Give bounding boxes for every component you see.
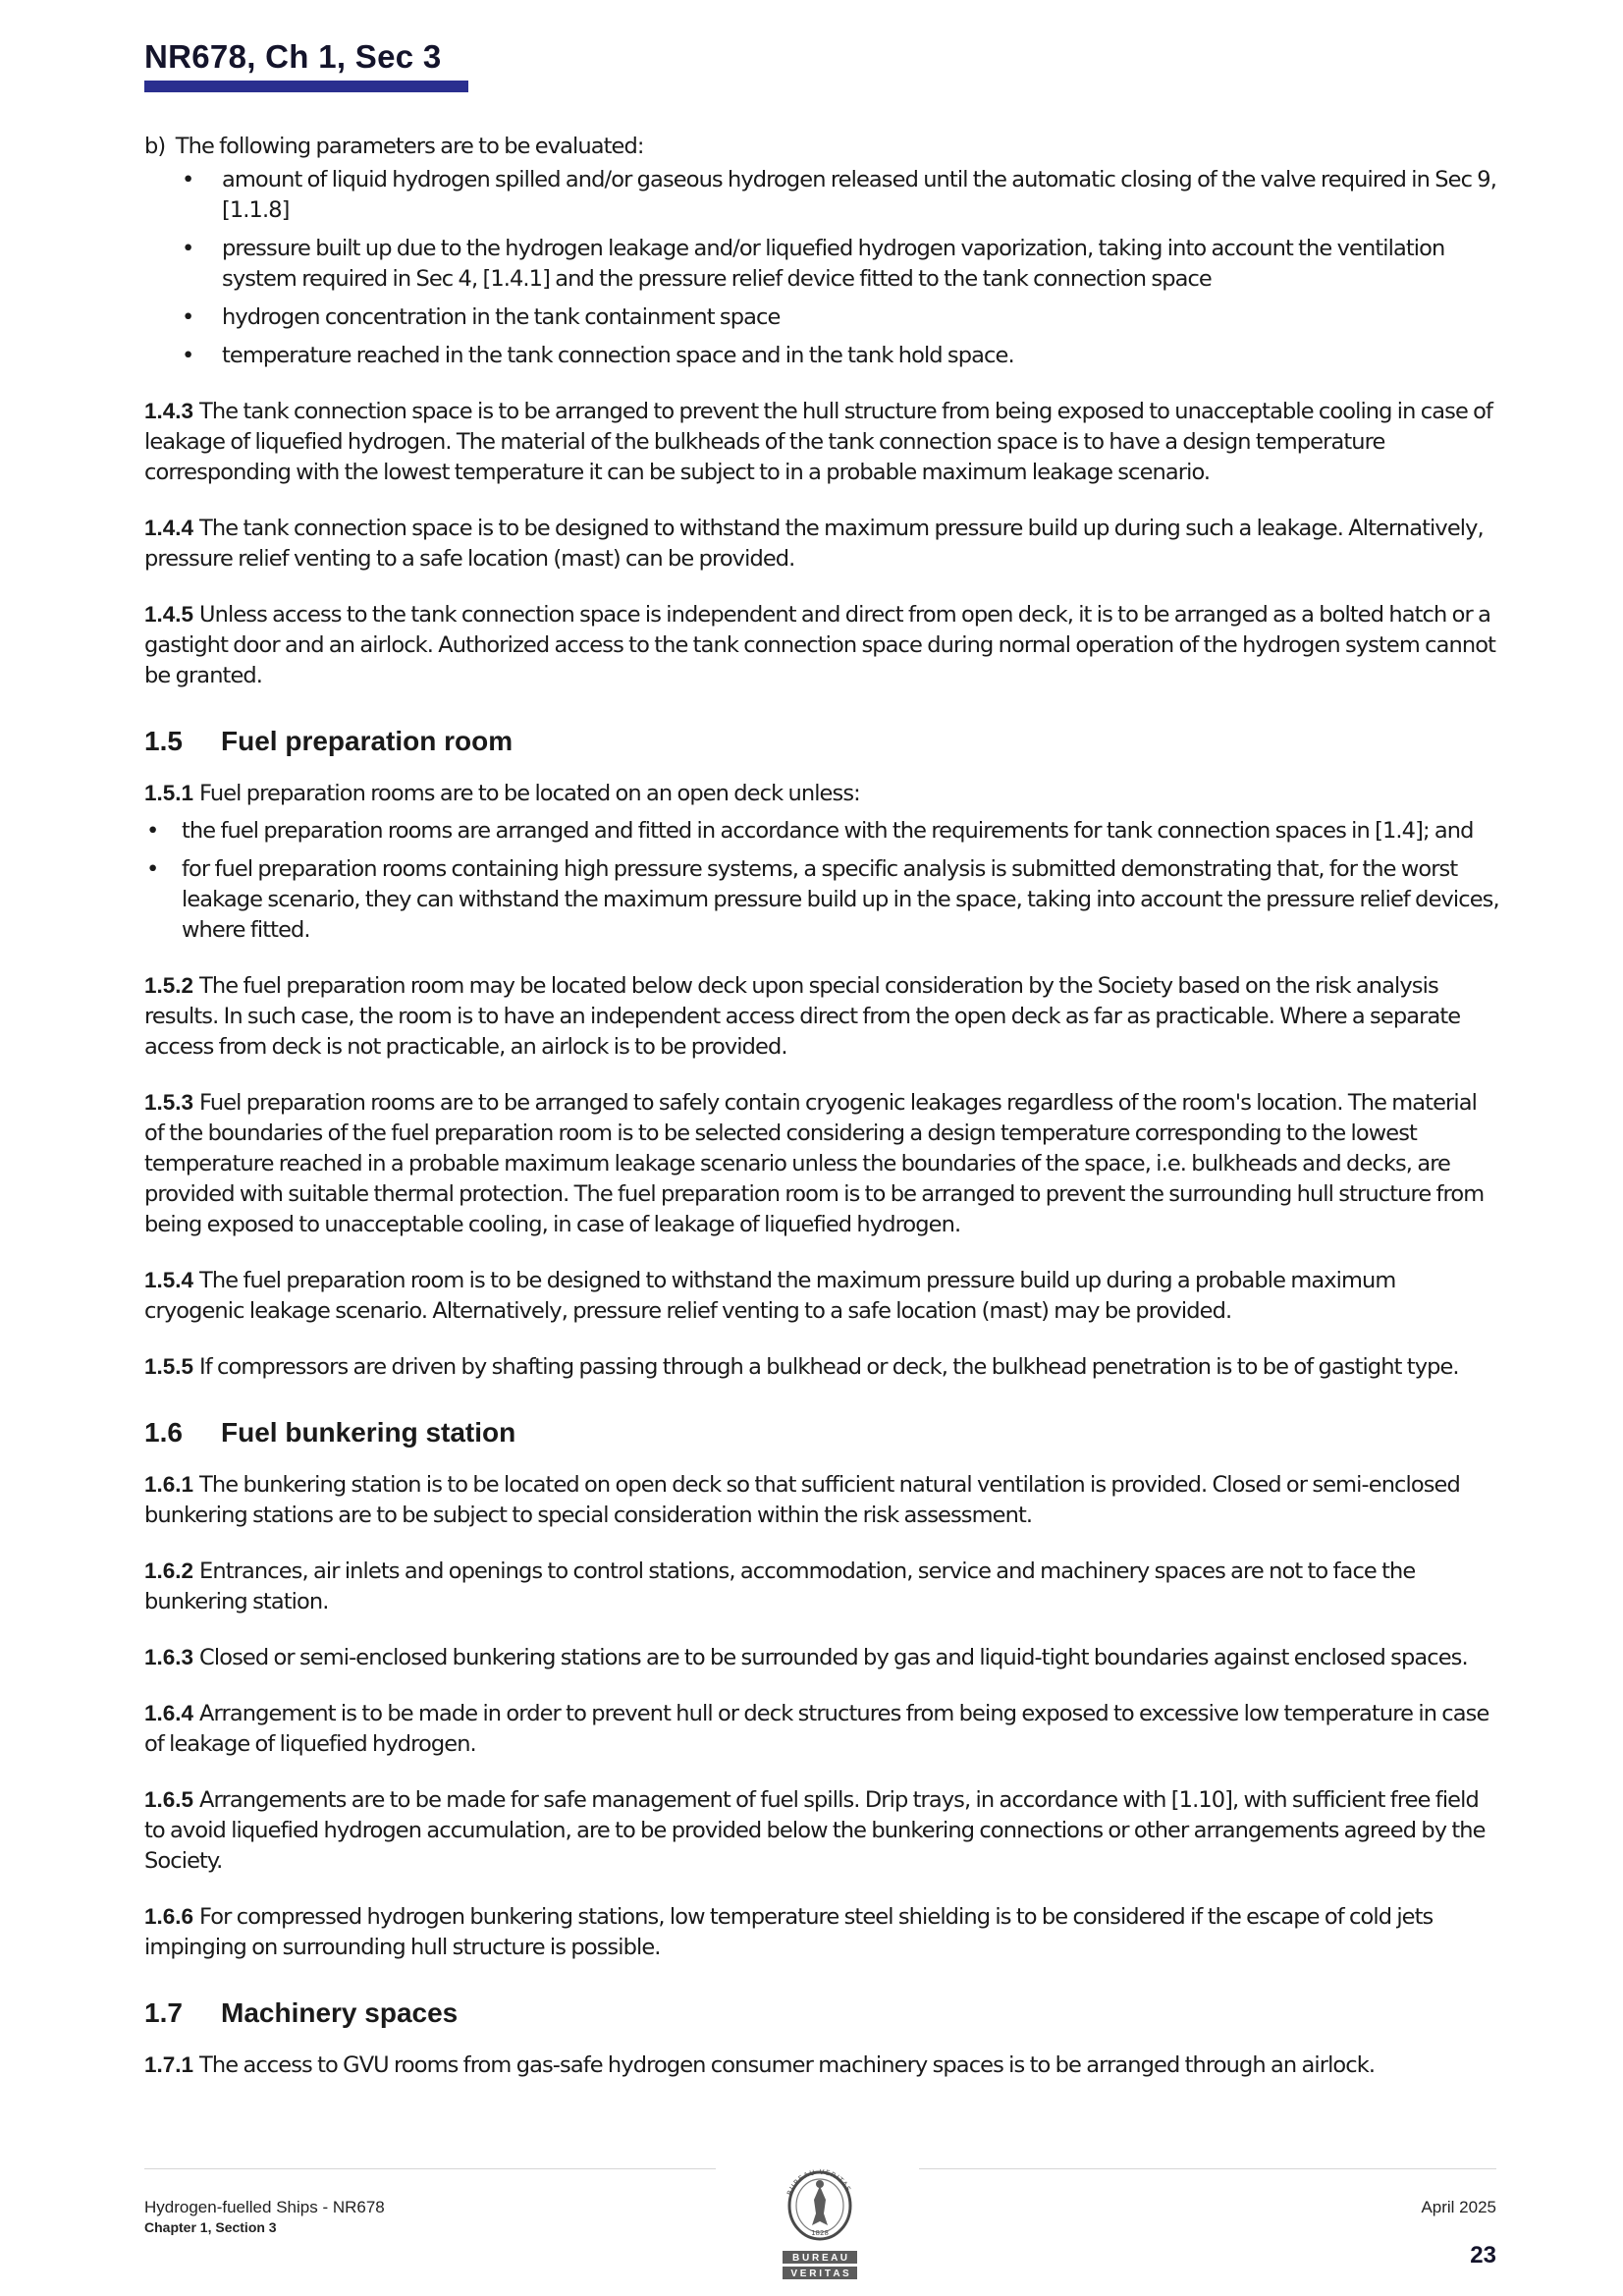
section-heading-1-6: 1.6 Fuel bunkering station [144, 1417, 516, 1448]
paragraph-number: 1.6.2 [144, 1558, 194, 1583]
para-b-bullet-list [144, 165, 1499, 371]
paragraph-1-6-3: 1.6.3 Closed or semi-enclosed bunkering stations are to be surrounded by gas and liquid-tight boundaries against enclosed spaces. [144, 1645, 1468, 1670]
footer-document-info [144, 2198, 385, 2235]
paragraph-number: 1.6.5 [144, 1787, 194, 1812]
paragraph-number: 1.5.3 [144, 1090, 194, 1115]
paragraph-1-5-1-bullet-list [144, 816, 1499, 946]
section-heading-1-5: 1.5 Fuel preparation room [144, 726, 514, 756]
footer-chapter: Chapter 1, Section 3 [144, 2219, 277, 2235]
footer-date: April 2025 [1421, 2198, 1496, 2216]
paragraph-1-6-1: 1.6.1 The bunkering station is to be located on open deck so that sufficient natural ventilation is provided. Closed or semi-enclosed bunkering stations are to be subject to special consideration within the risk assessment. [144, 1472, 1460, 1528]
page-header [144, 37, 468, 92]
logo-brand-line1: B U R E A U [792, 2253, 847, 2264]
paragraph-number: 1.6.4 [144, 1701, 194, 1725]
paragraph-number: 1.5.4 [144, 1268, 194, 1292]
paragraph-number: 1.7.1 [144, 2052, 194, 2077]
para-b-intro: b) The following parameters are to be evaluated: [144, 134, 644, 159]
paragraph-1-6-4: 1.6.4 Arrangement is to be made in order to prevent hull or deck structures from being exposed to excessive low temperature in case of leakage of liquefied hydrogen. [144, 1701, 1489, 1757]
header-rule [144, 81, 468, 92]
list-item: • for fuel preparation rooms containing high pressure systems, a specific analysis is submitted demonstrating that, for the worst leakage scenario, they can withstand the maximum pressure build up in the space, taking into account the pressure relief devices, where fitted. [146, 856, 1499, 943]
bullet-icon: • [182, 236, 194, 261]
paragraph-number: 1.4.3 [144, 399, 194, 423]
logo-arc-text: BUREAU VERITAS [785, 2167, 853, 2197]
footer-doc-title: Hydrogen-fuelled Ships - NR678 [144, 2198, 385, 2216]
paragraph-number: 1.6.6 [144, 1904, 194, 1929]
list-item: • the fuel preparation rooms are arranged and fitted in accordance with the requirements for tank connection spaces in [1.4]; and [144, 816, 1499, 847]
paragraph-number: 1.5.2 [144, 973, 194, 998]
paragraph-number: 1.6.3 [144, 1645, 194, 1669]
paragraph-1-6-6: 1.6.6 For compressed hydrogen bunkering stations, low temperature steel shielding is to be considered if the escape of cold jets impinging on surrounding hull structure is possible. [144, 1904, 1434, 1960]
paragraph-1-4-3: 1.4.3 The tank connection space is to be arranged to prevent the hull structure from being exposed to unacceptable cooling in case of leakage of liquefied hydrogen. The material of the bulkheads of the tank connection space is to have a design temperature corresponding with the lowest temperature it can be subject to in a probable maximum leakage scenario. [144, 399, 1493, 485]
bureau-veritas-logo [769, 2157, 871, 2284]
paragraph-1-7-1: 1.7.1 The access to GVU rooms from gas-safe hydrogen consumer machinery spaces is to be arranged through an airlock. [144, 2052, 1376, 2078]
paragraph-1-5-1: 1.5.1 Fuel preparation rooms are to be located on an open deck unless: [144, 781, 860, 806]
list-item: • hydrogen concentration in the tank containment space [144, 302, 1499, 333]
bullet-icon: • [182, 343, 194, 368]
list-item: • temperature reached in the tank connection space and in the tank hold space. [144, 341, 1499, 371]
paragraph-number: 1.4.5 [144, 602, 194, 627]
page-number: 23 [1470, 2242, 1496, 2269]
paragraph-1-5-3: 1.5.3 Fuel preparation rooms are to be arranged to safely contain cryogenic leakages regardless of the room's location. The material of the boundaries of the fuel preparation room is to be selected considering a design temperature corresponding to the lowest temperature reached in a probable maximum leakage scenario unless the boundaries of the space, i.e. bulkheads and decks, are provided with suitable thermal protection. The fuel preparation room is to be arranged to prevent the surrounding hull structure from being exposed to unacceptable cooling, in case of leakage of liquefied hydrogen. [144, 1090, 1485, 1237]
bullet-icon: • [182, 304, 194, 330]
footer-divider-left [144, 2168, 716, 2169]
paragraph-1-5-5: 1.5.5 If compressors are driven by shafting passing through a bulkhead or deck, the bulkhead penetration is to be of gastight type. [144, 1354, 1459, 1380]
header-title: NR678, Ch 1, Sec 3 [144, 38, 442, 75]
list-item: • amount of liquid hydrogen spilled and/or gaseous hydrogen released until the automatic closing of the valve required in Sec 9, [1.1.8] [182, 167, 1496, 223]
bullet-icon: • [146, 818, 159, 844]
paragraph-1-5-4: 1.5.4 The fuel preparation room is to be designed to withstand the maximum pressure build up during a probable maximum cryogenic leakage scenario. Alternatively, pressure relief venting to a safe location (mast) may be provided. [144, 1268, 1396, 1324]
bullet-icon: • [146, 856, 159, 882]
paragraph-1-4-4: 1.4.4 The tank connection space is to be designed to withstand the maximum pressure build up during such a leakage. Alternatively, pressure relief venting to a safe location (mast) can be provided. [144, 516, 1484, 572]
section-heading-1-7: 1.7 Machinery spaces [144, 1997, 459, 2028]
bullet-icon: • [182, 167, 194, 192]
paragraph-number: 1.5.1 [144, 781, 194, 805]
paragraph-number: 1.5.5 [144, 1354, 194, 1379]
paragraph-1-4-5: 1.4.5 Unless access to the tank connection space is independent and direct from open deck, it is to be arranged as a bolted hatch or a gastight door and an airlock. Authorized access to the tank connection space during normal operation of the hydrogen system cannot be granted. [144, 602, 1496, 688]
logo-brand-line2: V E R I T A S [790, 2269, 849, 2279]
list-item: • pressure built up due to the hydrogen leakage and/or liquefied hydrogen vaporization, taking into account the ventilation system required in Sec 4, [1.4.1] and the pressure relief device fitted to the tank connection space [182, 236, 1445, 292]
paragraph-1-6-2: 1.6.2 Entrances, air inlets and openings to control stations, accommodation, service and machinery spaces are not to face the bunkering station. [144, 1558, 1416, 1614]
document-body [144, 132, 1499, 2105]
logo-year: 1828 [811, 2229, 829, 2237]
paragraph-1-6-5: 1.6.5 Arrangements are to be made for safe management of fuel spills. Drip trays, in accordance with [1.10], with sufficient free field to avoid liquefied hydrogen accumulation, are to be provided below the bunkering connections or other arrangements agreed by the Society. [144, 1787, 1486, 1874]
paragraph-number: 1.6.1 [144, 1472, 194, 1497]
paragraph-1-5-2: 1.5.2 The fuel preparation room may be located below deck upon special consideration by the Society based on the risk analysis results. In such case, the room is to have an independent access direct from the open deck as far as practicable. Where a separate access from deck is not practicable, an airlock is to be provided. [144, 973, 1461, 1060]
paragraph-number: 1.4.4 [144, 516, 194, 540]
footer-divider-right [919, 2168, 1496, 2169]
